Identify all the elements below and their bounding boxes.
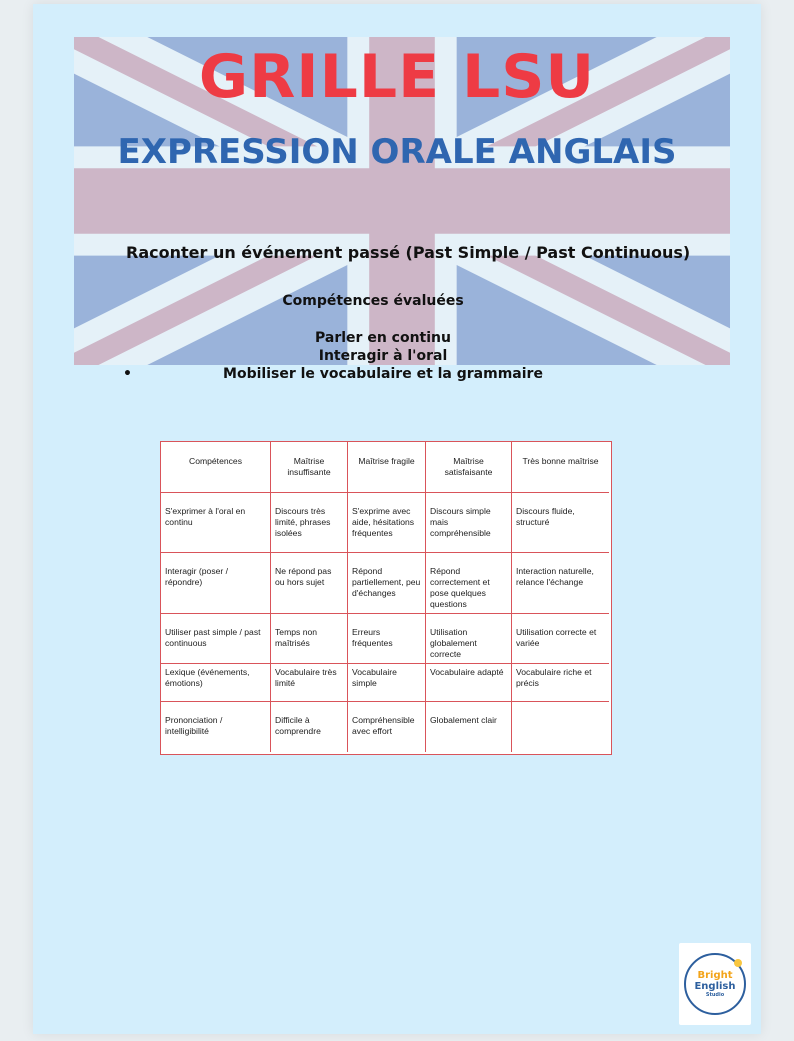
grid-cell: Ne répond pas ou hors sujet [271, 553, 348, 614]
grid-cell: Difficile à comprendre [271, 702, 348, 752]
skill-item: Interagir à l'oral [318, 348, 448, 364]
grid-cell: Prononciation / intelligibilité [161, 702, 271, 752]
grid-cell [512, 702, 609, 752]
page-title: GRILLE LSU [198, 42, 596, 112]
grid-header-insuffisante: Maîtrise insuffisante [271, 442, 348, 493]
grid-cell: Interagir (poser / répondre) [161, 553, 271, 614]
grid-cell: Vocabulaire très limité [271, 664, 348, 702]
grid-cell: Globalement clair [426, 702, 512, 752]
grid-cell: Discours simple mais compréhensible [426, 493, 512, 553]
grid-cell: Compréhensible avec effort [348, 702, 426, 752]
grid-cell: Vocabulaire adapté [426, 664, 512, 702]
logo-text-english: English [694, 981, 736, 992]
grid-cell: Répond partiellement, peu d'échanges [348, 553, 426, 614]
bright-english-studio-logo [679, 943, 751, 1025]
grid-header-fragile: Maîtrise fragile [348, 442, 426, 493]
grid-cell: Discours très limité, phrases isolées [271, 493, 348, 553]
grid-cell: Lexique (événements, émotions) [161, 664, 271, 702]
document-page [33, 4, 761, 1034]
grid-cell: Erreurs fréquentes [348, 614, 426, 664]
logo-text-studio: Studio [705, 992, 725, 998]
grid-cell: Utilisation correcte et variée [512, 614, 609, 664]
skills-list [123, 329, 643, 383]
grid-header-tres-bonne: Très bonne maîtrise [512, 442, 609, 493]
grid-cell: Utiliser past simple / past continuous [161, 614, 271, 664]
grid-cell: Répond correctement et pose quelques questions [426, 553, 512, 614]
task-description: Raconter un événement passé (Past Simple / Past Continuous) [126, 243, 691, 262]
skills-heading: Compétences évaluées [282, 293, 464, 309]
skill-item: Parler en continu [315, 330, 451, 346]
grid-header-satisfaisante: Maîtrise satisfaisante [426, 442, 512, 493]
grid-cell: Vocabulaire simple [348, 664, 426, 702]
assessment-grid [160, 441, 612, 755]
skill-item: • Mobiliser le vocabulaire et la grammaire [123, 365, 643, 383]
page-subtitle: EXPRESSION ORALE ANGLAIS [117, 132, 677, 172]
grid-cell: Utilisation globalement correcte [426, 614, 512, 664]
logo-badge [684, 953, 746, 1015]
grid-header-competences: Compétences [161, 442, 271, 493]
grid-cell: S'exprimer à l'oral en continu [161, 493, 271, 553]
grid-cell: Interaction naturelle, relance l'échange [512, 553, 609, 614]
grid-cell: Discours fluide, structuré [512, 493, 609, 553]
lightbulb-icon [734, 959, 742, 967]
grid-cell: S'exprime avec aide, hésitations fréquentes [348, 493, 426, 553]
grid-cell: Vocabulaire riche et précis [512, 664, 609, 702]
grid-cell: Temps non maîtrisés [271, 614, 348, 664]
logo-text-bright: Bright [697, 970, 733, 981]
